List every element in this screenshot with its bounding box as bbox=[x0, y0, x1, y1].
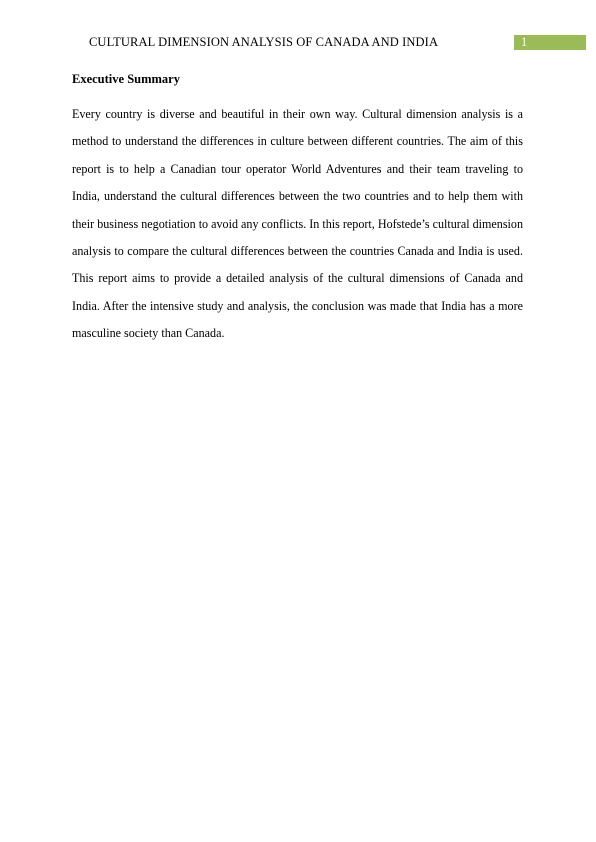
running-header-title: CULTURAL DIMENSION ANALYSIS OF CANADA AND INDIA bbox=[89, 35, 439, 49]
page-number-badge bbox=[514, 35, 586, 50]
body-paragraph: Every country is diverse and beautiful in their own way. Cultural dimension analysis is a method to understand the differences in culture between different countries. The aim of this report is to help a Canadian tour operator World Adventures and their team traveling to India, understand the cultural differences between the two countries and to help them with their business negotiation to avoid any conflicts. In this report, Hofstede’s cultural dimension analysis to compare the cultural differences between the countries Canada and India is used. This report aims to provide a detailed analysis of the cultural dimensions of Canada and India. After the intensive study and analysis, the conclusion was made that India has a more masculine society than Canada. bbox=[72, 107, 523, 341]
section-heading: Executive Summary bbox=[72, 72, 180, 86]
page-number: 1 bbox=[521, 35, 528, 49]
